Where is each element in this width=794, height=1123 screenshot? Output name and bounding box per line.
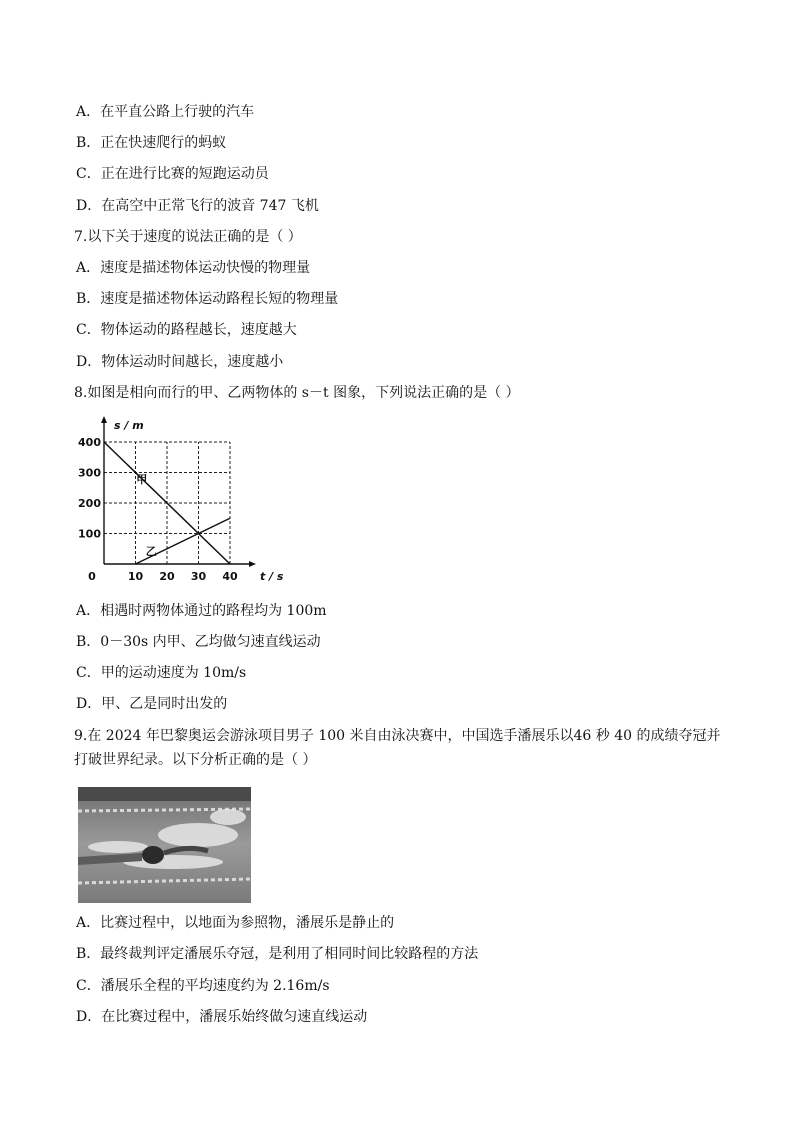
chart-axes	[101, 416, 256, 567]
x-tick-label: 20	[159, 570, 175, 583]
y-axis-label: s / m	[114, 419, 144, 432]
q9-option-b: B．最终裁判评定潘展乐夺冠，是利用了相同时间比较路程的方法	[76, 946, 479, 962]
q7-stem: 7.以下关于速度的说法正确的是（ ）	[74, 229, 302, 245]
q9-option-c: C．潘展乐全程的平均速度约为 2.16m/s	[76, 978, 330, 994]
q8-option-a: A．相遇时两物体通过的路程均为 100m	[76, 603, 327, 619]
chart-labels	[78, 419, 284, 583]
series-label-yi: 乙	[145, 544, 157, 558]
q7-option-c: C．物体运动的路程越长，速度越大	[76, 322, 297, 338]
q8-option-d: D．甲、乙是同时出发的	[76, 696, 228, 712]
q7-option-d: D．物体运动时间越长，速度越小	[76, 354, 284, 370]
q6-option-c: C．正在进行比赛的短跑运动员	[76, 166, 269, 182]
q6-option-d: D．在高空中正常飞行的波音 747 飞机	[76, 198, 319, 214]
q9-option-d: D．在比赛过程中，潘展乐始终做匀速直线运动	[76, 1009, 368, 1025]
s-t-chart	[74, 412, 284, 590]
q7-option-b: B．速度是描述物体运动路程长短的物理量	[76, 291, 339, 307]
y-tick-label: 400	[78, 436, 101, 449]
y-axis-arrow	[101, 416, 107, 423]
x-tick-label: 30	[190, 570, 207, 583]
x-tick-label: 40	[222, 570, 238, 583]
q6-option-b: B．正在快速爬行的蚂蚁	[76, 135, 227, 151]
q9-option-a: A．比赛过程中，以地面为参照物，潘展乐是静止的	[76, 915, 395, 931]
swimmer-photo	[78, 787, 251, 903]
q7-option-a: A．速度是描述物体运动快慢的物理量	[76, 260, 311, 276]
x-axis-label: t / s	[260, 570, 284, 583]
y-tick-label: 100	[78, 527, 101, 541]
q8-option-b: B．0－30s 内甲、乙均做匀速直线运动	[76, 634, 321, 650]
q8-stem: 8.如图是相向而行的甲、乙两物体的 s－t 图象，下列说法正确的是（ ）	[74, 385, 520, 401]
q9-stem: 9.在 2024 年巴黎奥运会游泳项目男子 100 米自由泳决赛中，中国选手潘展乐以46 秒 40 的成绩夺冠并打破世界纪录。以下分析正确的是（ ）	[74, 728, 721, 768]
series-label-jia: 甲	[136, 473, 148, 487]
q8-option-c: C．甲的运动速度为 10m/s	[76, 665, 247, 681]
x-axis-arrow	[249, 561, 256, 567]
y-tick-label: 200	[78, 497, 101, 510]
x-tick-label: 10	[127, 570, 144, 583]
y-tick-label: 300	[78, 466, 101, 480]
q6-option-a: A．在平直公路上行驶的汽车	[76, 104, 255, 120]
origin-label: 0	[88, 570, 96, 583]
